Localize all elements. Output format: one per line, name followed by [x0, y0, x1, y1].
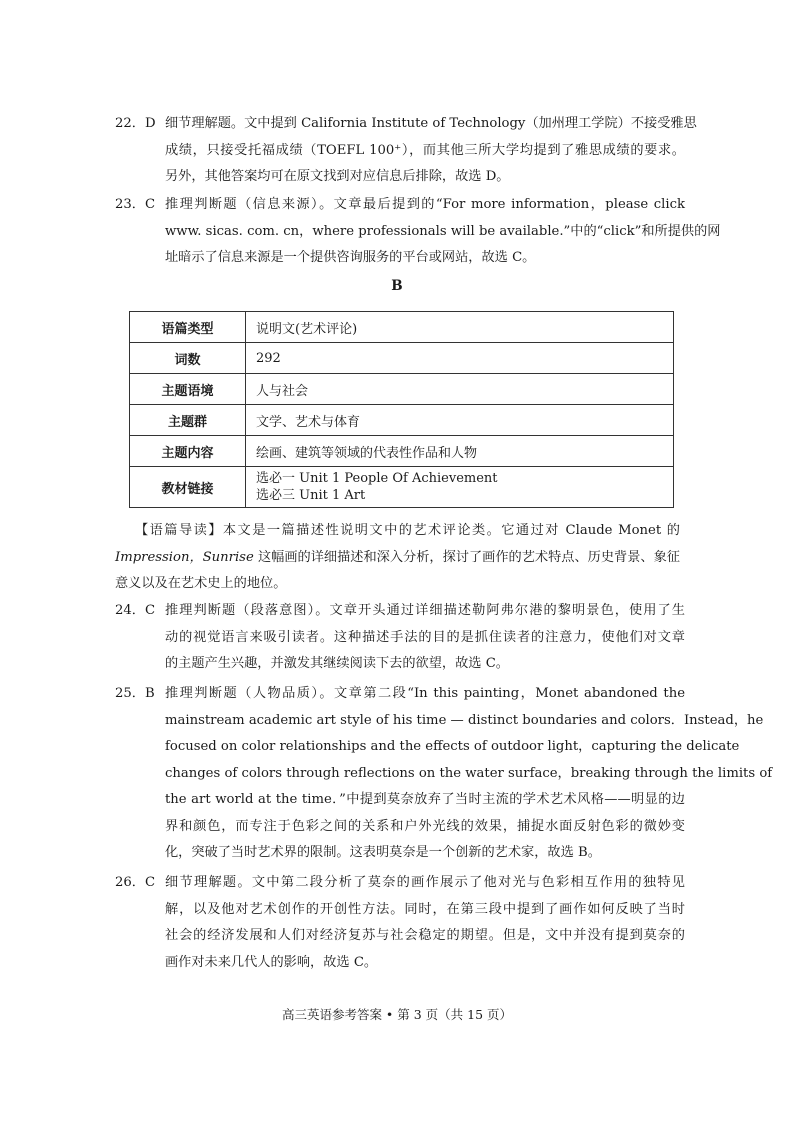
- table-value: [246, 467, 674, 508]
- intro-line: [115, 545, 680, 572]
- table-key: 教材链接: [130, 467, 246, 508]
- page-footer: 高三英语参考答案 • 第 3 页（共 15 页）: [281, 1007, 513, 1022]
- answer-number: 23．C: [115, 197, 156, 212]
- explanation-line: 细节理解题。文中第二段分析了莫奈的画作展示了他对光与色彩相互作用的独特见: [165, 875, 685, 890]
- answer-explanation: [165, 598, 685, 678]
- textbook-link-line: 选必一 Unit 1 People Of Achievement: [256, 471, 498, 486]
- intro-line: 【语篇导读】本文是一篇描述性说明文中的艺术评论类。它通过对 Claude Monet 的: [135, 523, 680, 538]
- table-value: 文学、艺术与体育: [246, 405, 674, 436]
- explanation-line: 动的视觉语言来吸引读者。这种描述手法的目的是抓住读者的注意力，使他们对文章: [165, 629, 685, 645]
- explanation-line: focused on color relationships and the effects of outdoor light，capturing the delicate: [165, 739, 740, 754]
- table-row: [130, 343, 674, 374]
- textbook-link-line: 选必三 Unit 1 Art: [256, 488, 366, 503]
- answer-explanation: [165, 681, 773, 867]
- answer-number: 26．C: [115, 875, 156, 890]
- explanation-line: changes of colors through reflections on the water surface，breaking through the limits of: [165, 765, 773, 781]
- answer-number: 24．C: [115, 603, 156, 618]
- explanation-line: 细节理解题。文中提到 California Institute of Technology（加州理工学院）不接受雅思: [165, 116, 697, 131]
- table-row: [130, 405, 674, 436]
- explanation-line: the art world at the time．”中提到莫奈放弃了当时主流的学术艺术风格——明显的边: [165, 792, 685, 807]
- answer-number: 25．B: [115, 686, 155, 701]
- answer-number: 22．D: [115, 116, 156, 131]
- explanation-line: 化，突破了当时艺术界的限制。这表明莫奈是一个创新的艺术家，故选 B。: [165, 845, 601, 860]
- explanation-line: 界和颜色，而专注于色彩之间的关系和户外光线的效果，捕捉水面反射色彩的微妙变: [165, 818, 685, 834]
- explanation-line: 另外，其他答案均可在原文找到对应信息后排除，故选 D。: [165, 169, 510, 184]
- passage-info-table: [129, 311, 674, 508]
- table-key: 语篇类型: [130, 312, 246, 343]
- section-label: B: [391, 278, 403, 294]
- explanation-line: 的主题产生兴趣，并激发其继续阅读下去的欲望，故选 C。: [165, 656, 509, 671]
- table-value: 人与社会: [246, 374, 674, 405]
- table-row: [130, 312, 674, 343]
- answer-item-23: [115, 192, 721, 272]
- explanation-line: 解，以及他对艺术创作的开创性方法。同时，在第三段中提到了画作如何反映了当时: [165, 901, 685, 917]
- explanation-line: 成绩，只接受托福成绩（TOEFL 100⁺），而其他三所大学均提到了雅思成绩的要求。: [165, 142, 685, 158]
- answer-explanation: [165, 111, 697, 191]
- table-key: 主题内容: [130, 436, 246, 467]
- answer-item-26: [115, 870, 685, 976]
- answer-explanation: [165, 870, 685, 976]
- intro-text: 这幅画的详细描述和深入分析，探讨了画作的艺术特点、历史背景、象征: [253, 549, 680, 565]
- explanation-line: 推理判断题（段落意图）。文章开头通过详细描述勒阿弗尔港的黎明景色，使用了生: [165, 603, 685, 618]
- table-value: 292: [246, 343, 674, 374]
- intro-line: 意义以及在艺术史上的地位。: [115, 576, 287, 591]
- explanation-line: 社会的经济发展和人们对经济复苏与社会稳定的期望。但是，文中并没有提到莫奈的: [165, 928, 685, 943]
- painting-title: Impression，Sunrise: [115, 549, 254, 565]
- answer-explanation: [165, 192, 721, 272]
- explanation-line: www. sicas. com. cn，where professionals will be available.”中的“click”和所提供的网: [165, 223, 721, 239]
- passage-intro: [115, 518, 680, 598]
- explanation-line: 画作对未来几代人的影响，故选 C。: [165, 954, 378, 970]
- table-row: [130, 374, 674, 405]
- table-key: 词数: [130, 343, 246, 374]
- explanation-line: 推理判断题（人物品质）。文章第二段“In this painting，Monet abandoned the: [165, 686, 685, 701]
- table-value: 绘画、建筑等领域的代表性作品和人物: [246, 436, 674, 467]
- explanation-line: mainstream academic art style of his time — distinct boundaries and colors．Instead，he: [165, 712, 764, 728]
- table-row: [130, 436, 674, 467]
- answer-item-24: [115, 598, 685, 678]
- answer-item-22: [115, 111, 697, 191]
- answer-item-25: [115, 681, 773, 867]
- explanation-line: 推理判断题（信息来源）。文章最后提到的“For more information，please click: [165, 197, 685, 212]
- table-key: 主题群: [130, 405, 246, 436]
- table-value: 说明文(艺术评论): [246, 312, 674, 343]
- table-row: [130, 467, 674, 508]
- explanation-line: 址暗示了信息来源是一个提供咨询服务的平台或网站，故选 C。: [165, 250, 536, 265]
- table-key: 主题语境: [130, 374, 246, 405]
